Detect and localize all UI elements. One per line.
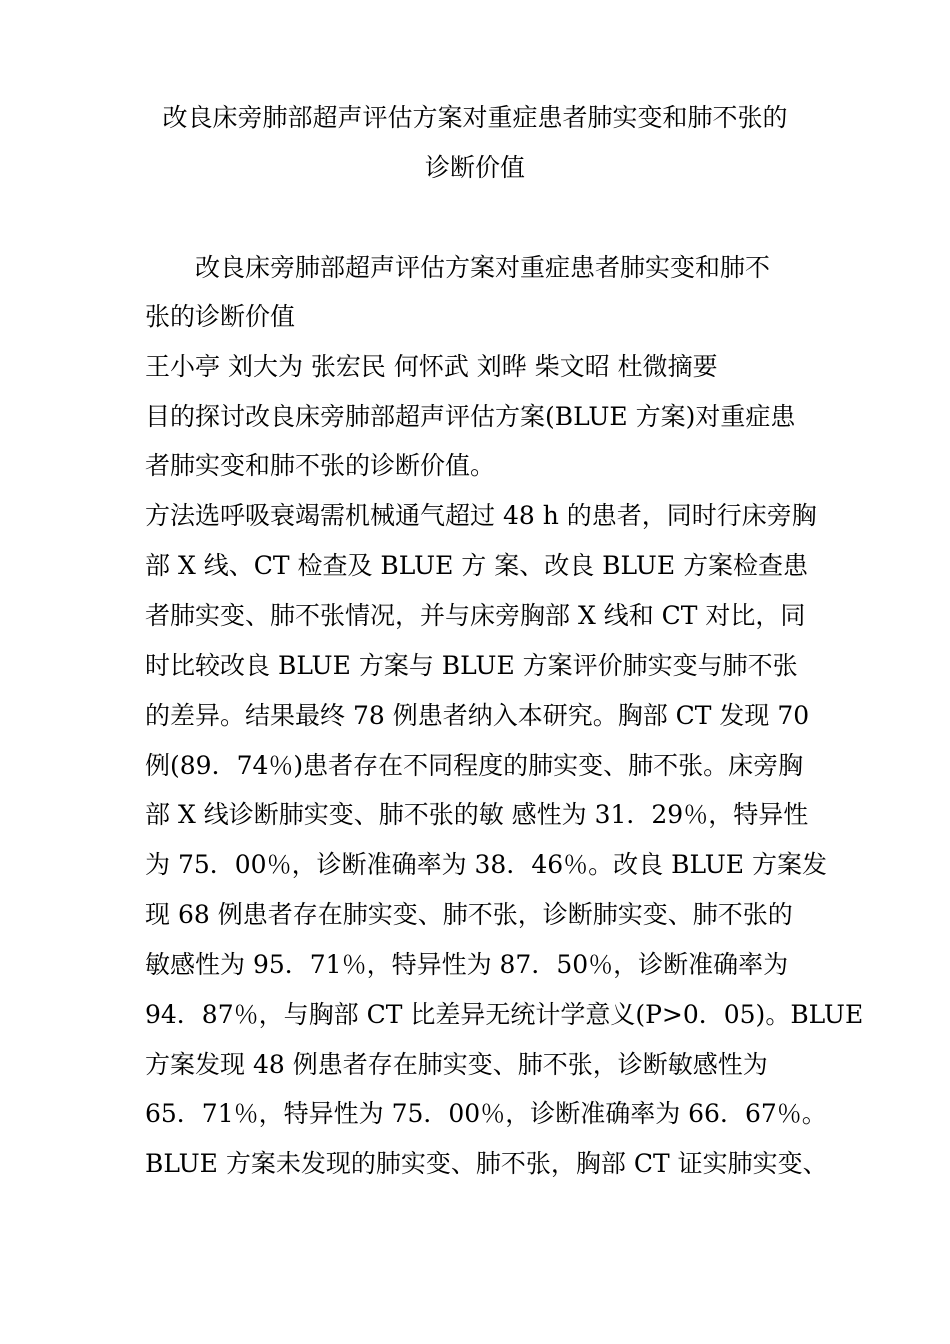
body-line-16: 94．87％，与胸部 CT 比差异无统计学意义(P>0．05)。BLUE (145, 1000, 864, 1029)
body-line-18: 65．71％，特异性为 75．00％，诊断准确率为 66．67％。 (145, 1099, 827, 1128)
body-line-19: BLUE 方案未发现的肺实变、肺不张，胸部 CT 证实肺实变、 (145, 1149, 828, 1178)
body-line-13: 为 75．00％，诊断准确率为 38．46％。改良 BLUE 方案发 (145, 850, 827, 879)
body-line-10: 的差异。结果最终 78 例患者纳入本研究。胸部 CT 发现 70 (145, 701, 810, 730)
body-line-14: 现 68 例患者存在肺实变、肺不张，诊断肺实变、肺不张的 (145, 900, 793, 929)
document-title-line-2: 诊断价值 (424, 153, 525, 182)
body-line-9: 时比较改良 BLUE 方案与 BLUE 方案评价肺实变与肺不张 (145, 651, 798, 680)
body-line-12: 部 X 线诊断肺实变、肺不张的敏 感性为 31．29％，特异性 (145, 800, 809, 829)
body-line-7: 部 X 线、CT 检查及 BLUE 方 案、改良 BLUE 方案检查患 (145, 551, 809, 580)
document-title-line-1: 改良床旁肺部超声评估方案对重症患者肺实变和肺不张的 (162, 103, 788, 132)
body-line-8: 者肺实变、肺不张情况，并与床旁胸部 X 线和 CT 对比，同 (145, 601, 806, 630)
body-line-2: 张的诊断价值 (145, 302, 296, 331)
body-line-15: 敏感性为 95．71％，特异性为 87．50％，诊断准确率为 (145, 950, 789, 979)
body-line-1: 改良床旁肺部超声评估方案对重症患者肺实变和肺不 (195, 253, 771, 282)
body-line-17: 方案发现 48 例患者存在肺实变、肺不张，诊断敏感性为 (145, 1050, 768, 1079)
authors-line: 王小亭 刘大为 张宏民 何怀武 刘晔 柴文昭 杜微摘要 (145, 352, 718, 381)
body-line-5: 者肺实变和肺不张的诊断价值。 (145, 451, 496, 480)
body-line-6: 方法选呼吸衰竭需机械通气超过 48 h 的患者，同时行床旁胸 (145, 501, 817, 530)
body-line-11: 例(89．74％)患者存在不同程度的肺实变、肺不张。床旁胸 (145, 751, 804, 780)
body-line-4: 目的探讨改良床旁肺部超声评估方案(BLUE 方案)对重症患 (145, 402, 796, 431)
